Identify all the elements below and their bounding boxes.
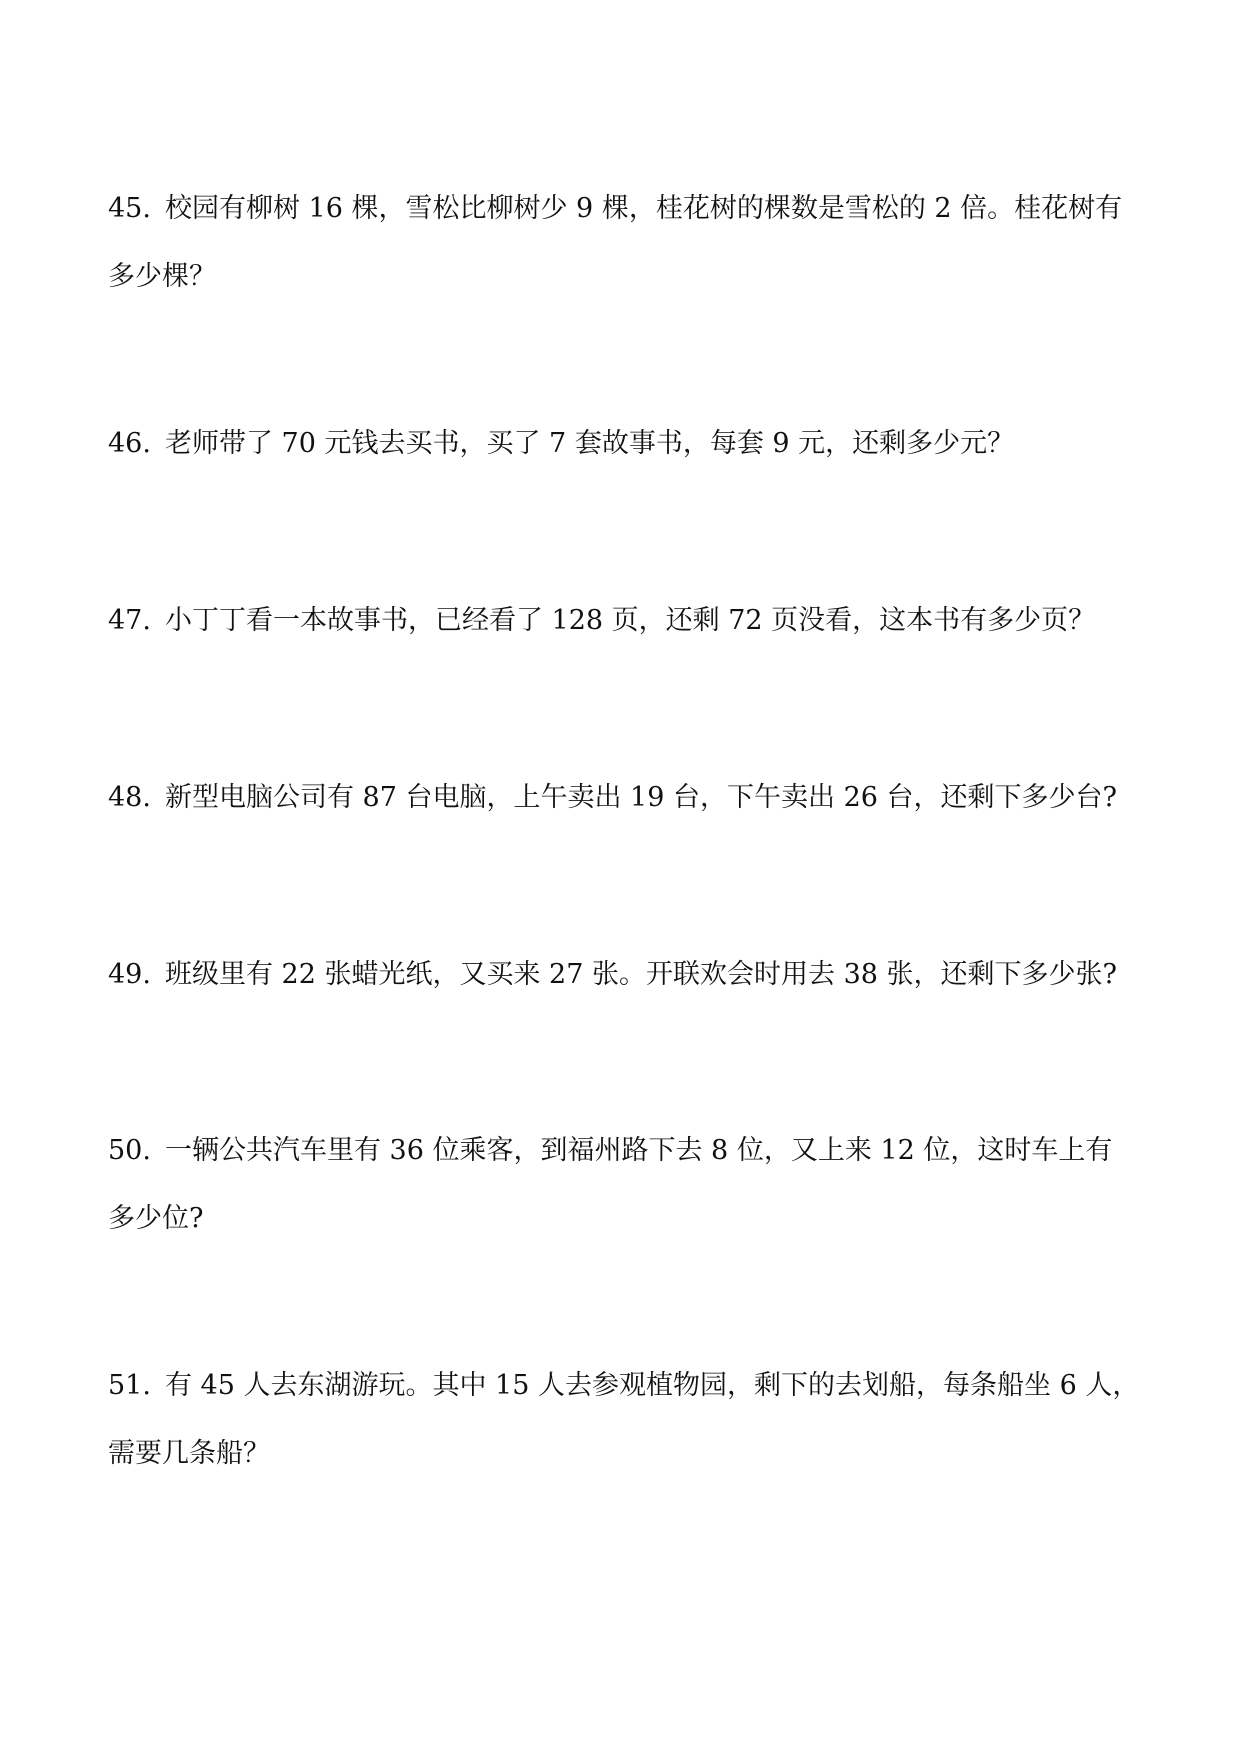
problem-text-continued: 需要几条船？ <box>108 1438 270 1469</box>
problem-number: 46. <box>108 428 151 459</box>
problem-text: 新型电脑公司有 87 台电脑，上午卖出 19 台，下午卖出 26 台，还剩下多少台? <box>164 782 1117 813</box>
problem-45 <box>108 175 1138 311</box>
problem-text: 小丁丁看一本故事书，已经看了 128 页，还剩 72 页没看，这本书有多少页？ <box>164 605 1096 636</box>
problem-line <box>108 941 1138 1009</box>
problem-text: 老师带了 70 元钱去买书，买了 7 套故事书，每套 9 元，还剩多少元？ <box>164 428 1015 459</box>
problem-47 <box>108 587 1138 655</box>
problem-number: 48. <box>108 782 151 813</box>
problem-line <box>108 1117 1138 1185</box>
problem-48 <box>108 764 1138 832</box>
problem-text: 班级里有 22 张蜡光纸，又买来 27 张。开联欢会时用去 38 张，还剩下多少张? <box>164 959 1117 990</box>
problem-line <box>108 175 1138 243</box>
problem-46 <box>108 410 1138 478</box>
problem-number: 51. <box>108 1370 151 1401</box>
problem-number: 47. <box>108 605 151 636</box>
problem-text: 一辆公共汽车里有 36 位乘客，到福州路下去 8 位，又上来 12 位，这时车上有 <box>164 1135 1113 1166</box>
problem-49 <box>108 941 1138 1009</box>
problem-line <box>108 1352 1138 1420</box>
problem-number: 49. <box>108 959 151 990</box>
problem-51 <box>108 1352 1138 1488</box>
problem-line <box>108 410 1138 478</box>
problem-text: 有 45 人去东湖游玩。其中 15 人去参观植物园，剩下的去划船，每条船坐 6 人， <box>164 1370 1140 1401</box>
problem-number: 50. <box>108 1135 151 1166</box>
problem-text: 校园有柳树 16 棵，雪松比柳树少 9 棵，桂花树的棵数是雪松的 2 倍。桂花树有 <box>164 193 1123 224</box>
problem-line <box>108 764 1138 832</box>
problem-text-continued: 多少棵？ <box>108 261 216 292</box>
problem-line <box>108 587 1138 655</box>
problem-text-continued: 多少位? <box>108 1203 204 1234</box>
problem-number: 45. <box>108 193 151 224</box>
problem-50 <box>108 1117 1138 1253</box>
